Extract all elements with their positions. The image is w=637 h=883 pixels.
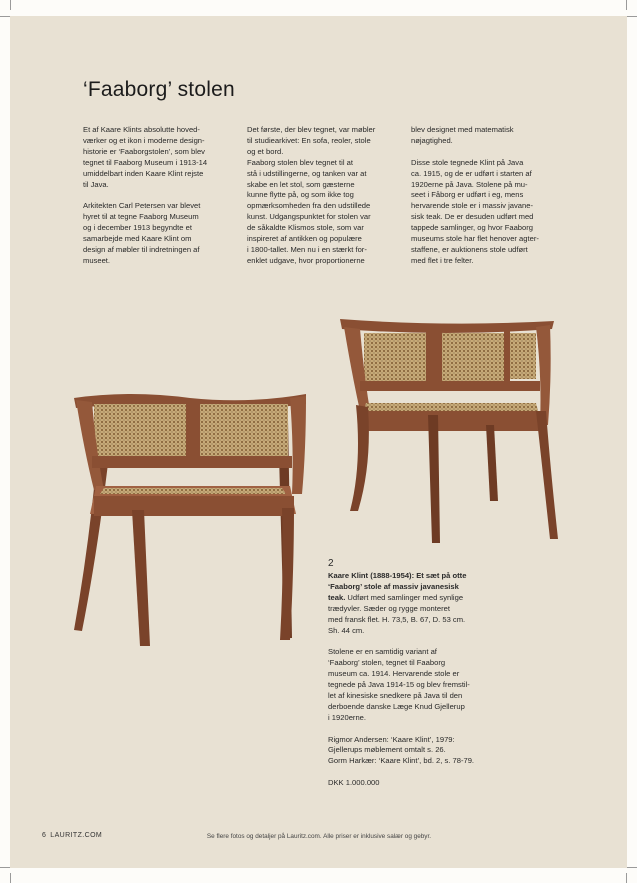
crop-mark	[627, 867, 637, 868]
crop-mark	[626, 0, 627, 10]
paragraph: Disse stole tegnede Klint på Java ca. 1915, og de er udført i starten af 1920erne på Java. Stolene på mu- seet i Fåborg er udført i eg, mens hervarende stole er i massiv javane- sisk teak. De er desuden udført med tappede samlinger, og hvor Faaborg museums stole har flet henover agter- staffene, er auktionens stole udført med flet i tre felter.	[411, 157, 539, 265]
page-title: ‘Faaborg’ stolen	[83, 78, 235, 101]
paragraph: Et af Kaare Klints absolutte hoved- værker og et ikon i moderne design- historie er ‘Faaborgstolen’, som blev tegnet til Faaborg Museum i 1913-14 umiddelbart inden Kaare Klint rejste til Java.	[83, 125, 208, 189]
site-name: LAURITZ.COM	[50, 832, 103, 839]
paragraph: Arkitekten Carl Petersen var blevet hyret til at tegne Faaborg Museum og i december 1913 begyndte et samarbejde med Kaare Klint om design af møbler til indretningen af museet.	[83, 201, 201, 265]
crop-mark	[627, 16, 637, 17]
text-column-3	[411, 125, 563, 278]
crop-mark	[0, 867, 10, 868]
crop-mark	[10, 0, 11, 10]
footer-note: Se flere fotos og detaljer på Lauritz.com. Alle priser er inklusive salær og gebyr.	[206, 833, 432, 840]
lot-title: Kaare Klint (1888-1954): Et sæt på otte ‘Faaborg’ stole af massiv javanesisk teak.	[328, 571, 467, 602]
text-column-2	[247, 125, 399, 278]
crop-mark	[0, 16, 10, 17]
chair-photo-front	[70, 390, 310, 652]
paragraph: Det første, der blev tegnet, var møbler til studiearkivet: En sofa, reoler, stole og et bord. Faaborg stolen blev tegnet til at stå i udstillingerne, og tanken var at skabe en let stol, som gæsterne kunne flytte på, og som ikke tog opmærksomheden fra den udstillede kunst. Udgangspunktet for stolen var de såkaldte Klismos stole, som var inspireret af antikken og populære i 1800-tallet. Men nu i en stærkt for- enklet udgave, hvor proportionerne	[247, 125, 376, 265]
page-number: 6	[42, 832, 47, 839]
chair-photo-back	[336, 315, 558, 547]
text-column-1	[83, 125, 235, 278]
lot-references: Rigmor Andersen: ‘Kaare Klint’, 1979: Gjellerups møblement omtalt s. 26. Gorm Harkær: ‘Kaare Klint’, bd. 2, s. 78-79.	[328, 734, 475, 766]
lot-details: Udført med samlinger med synlige trædyvler. Sæder og rygge monteret med fransk flet. H. 73,5, B. 67, D. 53 cm. Sh. 44 cm.	[328, 592, 466, 635]
crop-mark	[626, 873, 627, 883]
lot-price: DKK 1.000.000	[328, 778, 380, 788]
lot-caption	[328, 558, 518, 800]
lot-description	[328, 571, 518, 636]
lot-history: Stolene er en samtidig variant af ‘Faaborg’ stolen, tegnet til Faaborg museum ca. 1914. Hervarende stole er tegnede på Java 1914-15 og blev fremstil- let af kinesiske snedkere på Java til den derboende danske Læge Knud Gjellerup i 1920erne.	[328, 647, 470, 722]
paragraph: blev designet med matematisk nøjagtighed.	[411, 125, 514, 145]
lot-number: 2	[328, 558, 334, 569]
crop-mark	[10, 873, 11, 883]
footer-left	[42, 832, 102, 839]
